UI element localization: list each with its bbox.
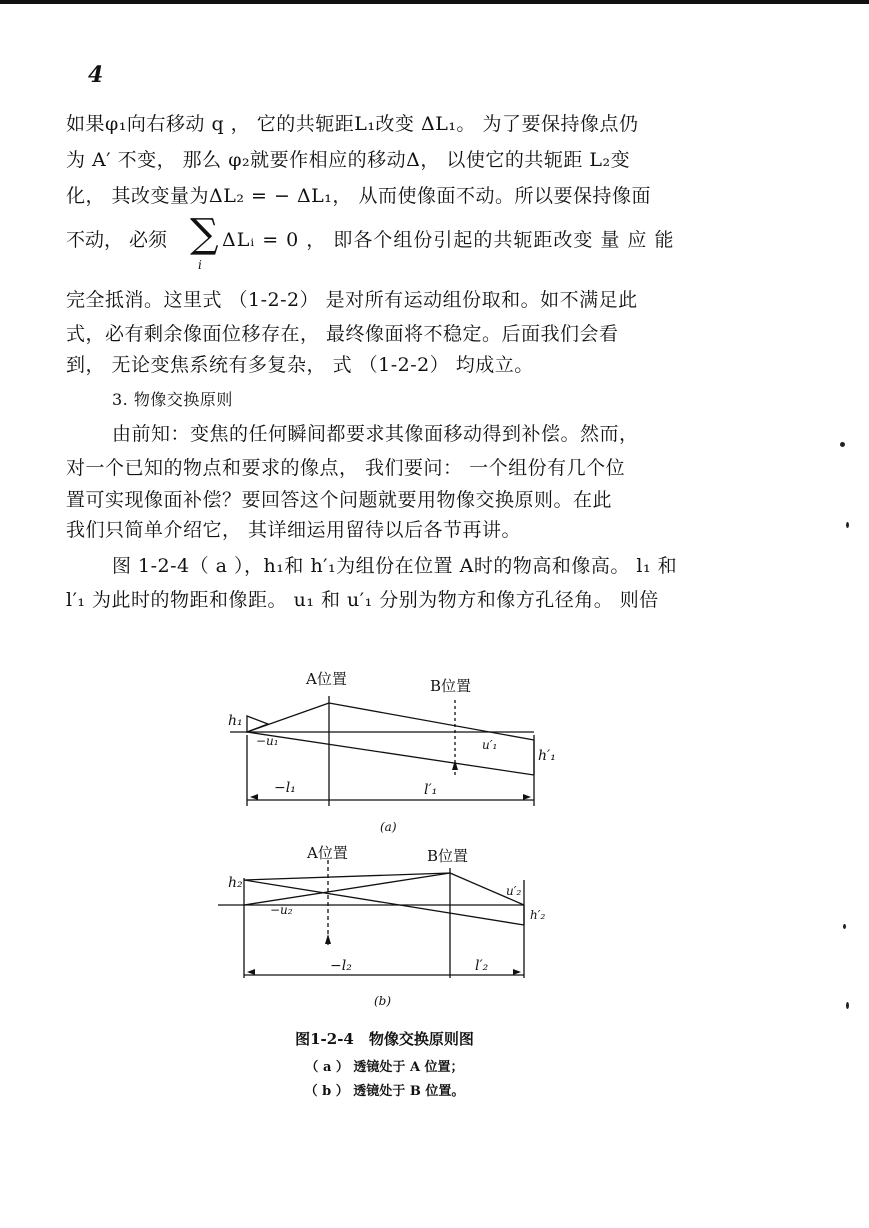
scan-speck <box>840 442 845 447</box>
fig-a-sublabel: (a) <box>380 820 397 834</box>
section-heading: 3. 物像交换原则 <box>112 390 233 409</box>
text-line: 由前知：变焦的任何瞬间都要求其像面移动得到补偿。然而， <box>112 423 639 445</box>
text-line: 我们只简单介绍它， 其详细运用留待以后各节再讲。 <box>66 519 522 541</box>
fig-b-label-B: B位置 <box>427 847 469 865</box>
page-number: 4 <box>88 62 104 88</box>
text-line: 对一个已知的物点和要求的像点， 我们要问： 一个组份有几个位 <box>66 457 626 479</box>
sum-line-before: 不动， 必须 <box>66 229 168 251</box>
fig-b-u: −u₂ <box>270 903 293 917</box>
fig-b-l-prime: l′₂ <box>475 958 489 974</box>
sigma-index: i <box>198 258 202 272</box>
figure-caption-a: （ a ） 透镜处于 A 位置； <box>305 1060 464 1075</box>
fig-a-label-A: A位置 <box>306 670 347 688</box>
scan-speck <box>846 522 849 528</box>
fig-a-l-prime: l′₁ <box>424 782 438 798</box>
figure-caption-title: 图1-2-4 物像交换原则图 <box>295 1030 474 1048</box>
fig-a-h: h₁ <box>228 713 243 729</box>
text-line: 置可实现像面补偿？要回答这个问题就要用物像交换原则。在此 <box>66 489 613 511</box>
text-line: 图 1-2-4（ a ），h₁和 h′₁为组份在位置 A时的物高和像高。 l₁ 和 <box>112 555 678 577</box>
sum-line-after: ΔLᵢ = 0 ， 即各个组份引起的共轭距改变 量 应 能 <box>222 229 675 251</box>
fig-b-h-prime: h′₂ <box>530 908 546 922</box>
fig-b-h: h₂ <box>228 875 243 891</box>
fig-b-sublabel: (b) <box>374 994 392 1008</box>
fig-a-u-prime: u′₁ <box>482 738 498 752</box>
fig-a-l: −l₁ <box>274 780 296 796</box>
text-line: 式，必有剩余像面位移存在， 最终像面将不稳定。后面我们会看 <box>66 323 619 345</box>
sigma-symbol: ∑ <box>190 211 219 257</box>
fig-b-label-A: A位置 <box>307 844 348 862</box>
text-line: 完全抵消。这里式 （1-2-2） 是对所有运动组份取和。如不满足此 <box>66 289 638 311</box>
text-line: 为 A′ 不变， 那么 φ₂就要作相应的移动Δ， 以使它的共轭距 L₂变 <box>66 149 631 171</box>
text-line: 化， 其改变量为ΔL₂ = − ΔL₁， 从而使像面不动。所以要保持像面 <box>66 185 651 207</box>
text-line: l′₁ 为此时的物距和像距。 u₁ 和 u′₁ 分别为物方和像方孔径角。 则倍 <box>66 589 659 611</box>
fig-b-l: −l₂ <box>330 958 352 974</box>
figure-caption-b: （ b ） 透镜处于 B 位置。 <box>304 1084 465 1099</box>
scan-speck <box>843 924 846 929</box>
fig-b-u-prime: u′₂ <box>506 884 522 898</box>
fig-a-u: −u₁ <box>256 734 279 748</box>
text-line: 如果φ₁向右移动 q ， 它的共轭距L₁改变 ΔL₁。 为了要保持像点仍 <box>66 113 639 135</box>
fig-a-h-prime: h′₁ <box>538 748 556 764</box>
fig-a-label-B: B位置 <box>430 677 472 695</box>
text-line: 到， 无论变焦系统有多复杂， 式 （1-2-2） 均成立。 <box>66 354 534 376</box>
scan-speck <box>846 1002 849 1009</box>
